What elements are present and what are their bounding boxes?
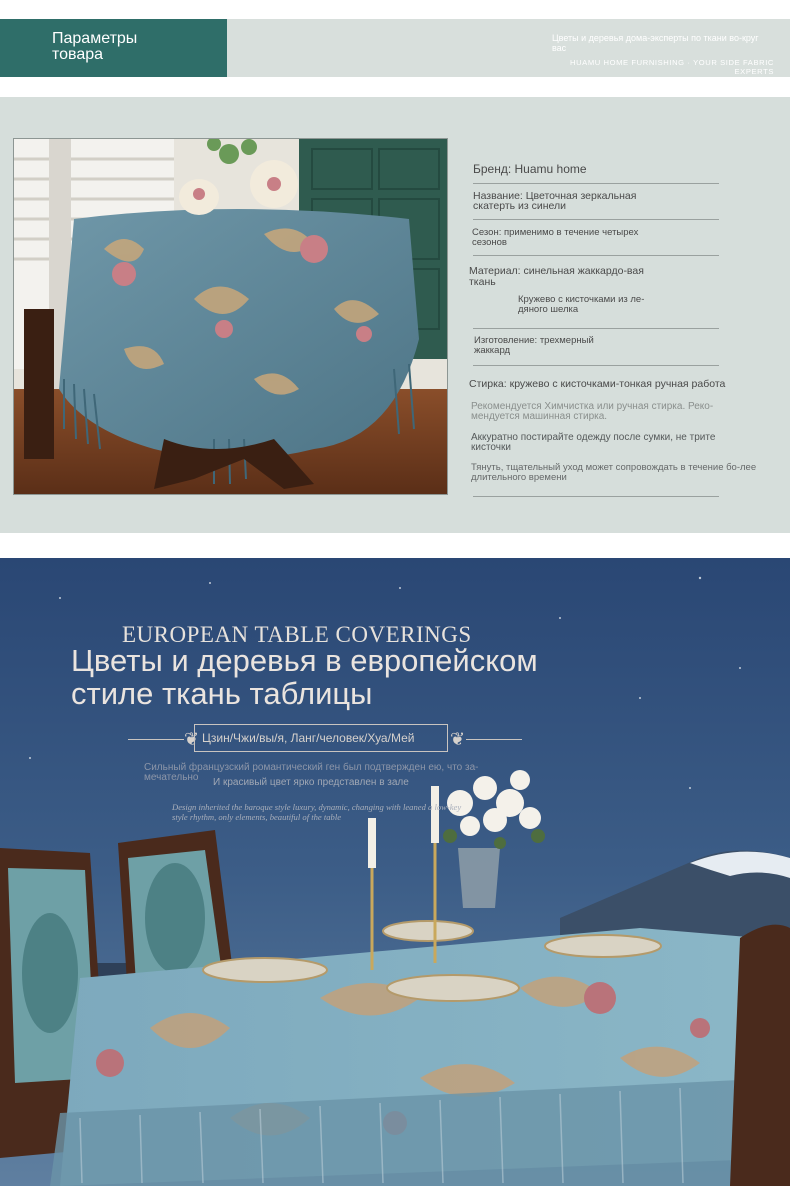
spec-divider (473, 255, 719, 256)
spec-season: Сезон: применимо в течение четырех сезонов (472, 227, 639, 248)
banner-description-2: И красивый цвет ярко представлен в зале (213, 777, 409, 788)
spec-manufacture: Изготовление: трехмерный жаккард (474, 335, 594, 356)
banner-subtitle: Цзин/Чжи/вы/я, Ланг/человек/Хуа/Мей (202, 731, 415, 745)
spec-divider (473, 328, 719, 329)
hero-banner (0, 558, 790, 1186)
spec-divider (473, 496, 719, 497)
spec-divider (473, 365, 719, 366)
spec-divider (473, 183, 719, 184)
header-slogan-en: HUAMU HOME FURNISHING · YOUR SIDE FABRIC EXPERTS (569, 58, 774, 76)
product-parameters-panel (0, 97, 790, 533)
spec-washing: Стирка: кружево с кисточками-тонкая ручная работа (469, 378, 726, 390)
spec-brand: Бренд: Huamu home (473, 162, 587, 176)
banner-title-ru: Цветы и деревья в европейском стиле ткань таблицы (71, 643, 538, 711)
spec-divider (473, 219, 719, 220)
header-slogan-ru: Цветы и деревья дома-эксперты по ткани во-круг вас (552, 33, 759, 53)
subtitle-line-right (466, 739, 522, 740)
header-tab-line2: товара (52, 46, 104, 63)
spec-recommend: Рекомендуется Химчистка или ручная стирка. Реко-мендуется машинная стирка. (471, 401, 714, 422)
banner-title-en: EUROPEAN TABLE COVERINGS (122, 622, 472, 647)
subtitle-line-left (128, 739, 184, 740)
section-header (0, 19, 790, 77)
header-tab (0, 19, 227, 77)
header-tab-line1: Параметры (52, 30, 138, 47)
product-photo-round-table (13, 138, 448, 495)
scroll-ornament-icon: ❦ (450, 729, 466, 749)
header-slogan (552, 33, 774, 76)
spec-ironing: Аккуратно постирайте одежду после сумки, не трите кисточки (471, 432, 716, 453)
spec-lace: Кружево с кисточками из ле-дяного шелка (518, 294, 645, 315)
spec-name: Название: Цветочная зеркальная скатерть из синели (473, 190, 637, 212)
scroll-ornament-icon: ❦ (184, 729, 200, 749)
banner-description-1: Сильный французский романтический ген был подтвержден ею, что за-мечательно (144, 762, 479, 783)
spec-care: Тянуть, тщательный уход может сопровождать в течение бо-лее длительного времени (471, 462, 757, 483)
banner-script-text: Design inherited the baroque style luxury, dynamic, changing with leaned a low-key style rhythm, only elements, beautiful of the table (172, 802, 462, 822)
spec-material: Материал: синельная жаккардо-вая ткань (469, 265, 644, 288)
banner-subtitle-frame (128, 722, 528, 756)
